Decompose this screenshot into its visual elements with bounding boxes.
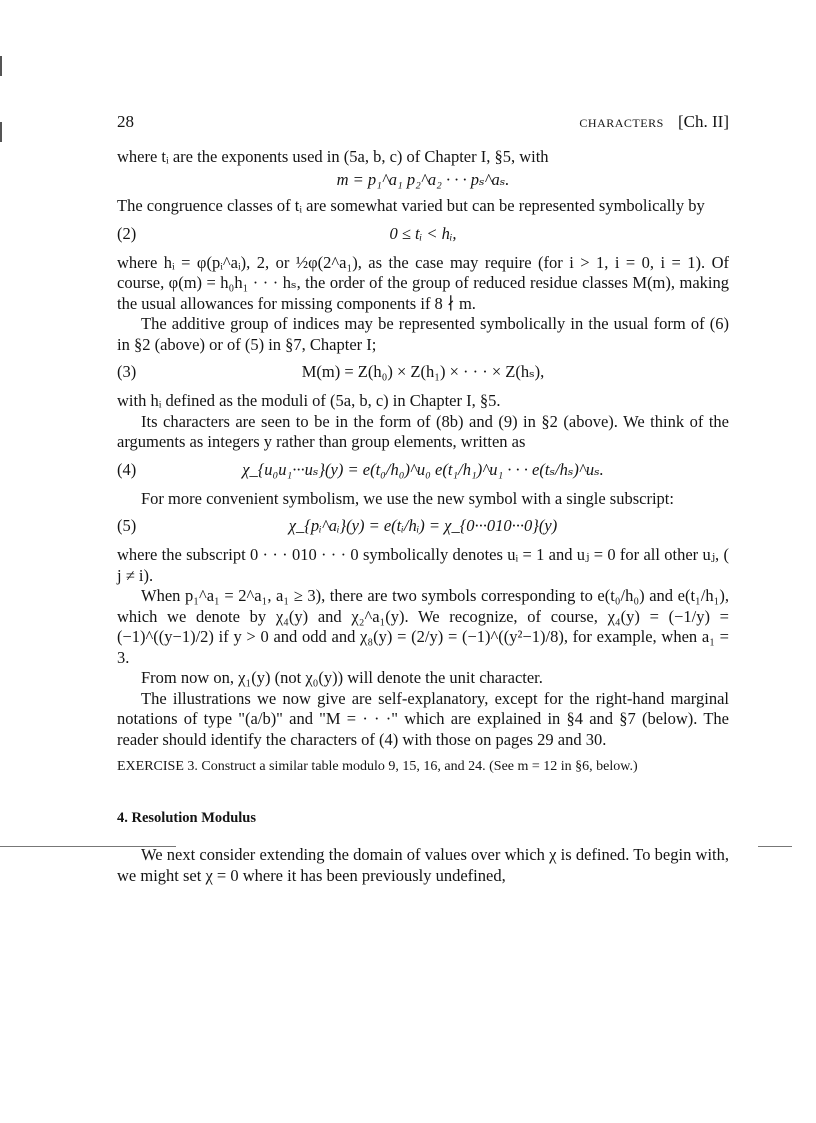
paragraph-two-symbols: When p₁^a₁ = 2^a₁, a₁ ≥ 3), there are two symbols corresponding to e(t₀/h₀) and e(t₁/h₁), which we denote by χ₄(y) and χ₂^a₁(y). We recognize, of course, χ₄(y) = (−1/y) = (−1)^((y−1)/2) if y > 0 and odd and χ₈(y) = (2/y) = (−1)^((y²−1)/8), for example, when a₁ = 3.: [117, 586, 729, 667]
equation-number: (3): [117, 362, 137, 381]
page-number: 28: [117, 112, 134, 131]
equation-3: [117, 361, 729, 383]
paragraph-exponents: where tᵢ are the exponents used in (5a, b, c) of Chapter I, §5, with: [117, 147, 549, 166]
book-page: [117, 112, 729, 886]
section-heading: 4. Resolution Modulus: [117, 810, 256, 826]
paragraph-congruence-classes: The congruence classes of tᵢ are somewhat varied but can be represented symbolically by: [117, 196, 705, 215]
equation-body: M(m) = Z(h₀) × Z(h₁) × · · · × Z(hₛ),: [301, 362, 545, 381]
paragraph-illustrations: The illustrations we now give are self-explanatory, except for the right-hand marginal notations of type "(a/b)" and "M = · · ·" which are explained in §4 and §7 (below). The reader should identify the characters of (4) with those on pages 29 and 30.: [117, 688, 729, 749]
equation-4: [117, 459, 729, 481]
exercise-3: EXERCISE 3. Construct a similar table modulo 9, 15, 16, and 24. (See m = 12 in §6, below.): [117, 759, 638, 774]
paragraph-resolution-modulus: We next consider extending the domain of values over which χ is defined. To begin with, we might set χ = 0 where it has been previously undefined,: [117, 845, 729, 885]
equation-number: (4): [117, 459, 137, 479]
scan-edge-mark-top: [0, 56, 2, 76]
paragraph-moduli: with hᵢ defined as the moduli of (5a, b, c) in Chapter I, §5.: [117, 391, 501, 410]
equation-body: χ_{u₀u₁···uₛ}(y) = e(t₀/h₀)^u₀ e(t₁/h₁)^u₁ · · · e(tₛ/hₛ)^uₛ.: [242, 459, 604, 479]
equation-body: 0 ≤ tᵢ < hᵢ,: [389, 223, 457, 243]
page-header: [117, 112, 729, 132]
equation-2: [117, 223, 729, 245]
paragraph-characters-form: Its characters are seen to be in the form of (8b) and (9) in §2 (above). We think of the arguments as integers y rather than group elements, written as: [117, 411, 729, 451]
equation-number: (2): [117, 223, 137, 243]
equation-5: [117, 515, 729, 537]
equation-body: χ_{pᵢ^aᵢ}(y) = e(tᵢ/hᵢ) = χ_{0···010···0}(y): [288, 516, 558, 535]
paragraph-subscript: where the subscript 0 · · · 010 · · · 0 symbolically denotes uᵢ = 1 and uⱼ = 0 for all other uⱼ, ( j ≠ i).: [117, 545, 729, 585]
equation-number: (5): [117, 516, 137, 535]
equation-m-definition: m = p₁^a₁ p₂^a₂ · · · pₛ^aₛ.: [336, 169, 510, 189]
running-head: [579, 112, 729, 132]
paragraph-symbolism: For more convenient symbolism, we use the new symbol with a single subscript:: [141, 488, 674, 508]
paragraph-h-definition: where hᵢ = φ(pᵢ^aᵢ), 2, or ½φ(2^a₁), as the case may require (for i > 1, i = 0, i = 1). Of course, φ(m) = h₀h₁ · · · hₛ, the order of the group of reduced residue classes M(m), making the usual allowances for missing components if 8 ∤ m.: [117, 252, 729, 313]
marginal-rule-right: [758, 846, 792, 847]
running-head-title: CHARACTERS: [579, 116, 664, 130]
running-head-chapter: [Ch. II]: [678, 112, 729, 131]
paragraph-unit-character: From now on, χ₁(y) (not χ₀(y)) will denote the unit character.: [141, 668, 543, 687]
paragraph-additive-group: The additive group of indices may be represented symbolically in the usual form of (6) in §2 (above) or of (5) in §7, Chapter I;: [117, 314, 729, 354]
scan-edge-mark-middle: [0, 122, 2, 142]
